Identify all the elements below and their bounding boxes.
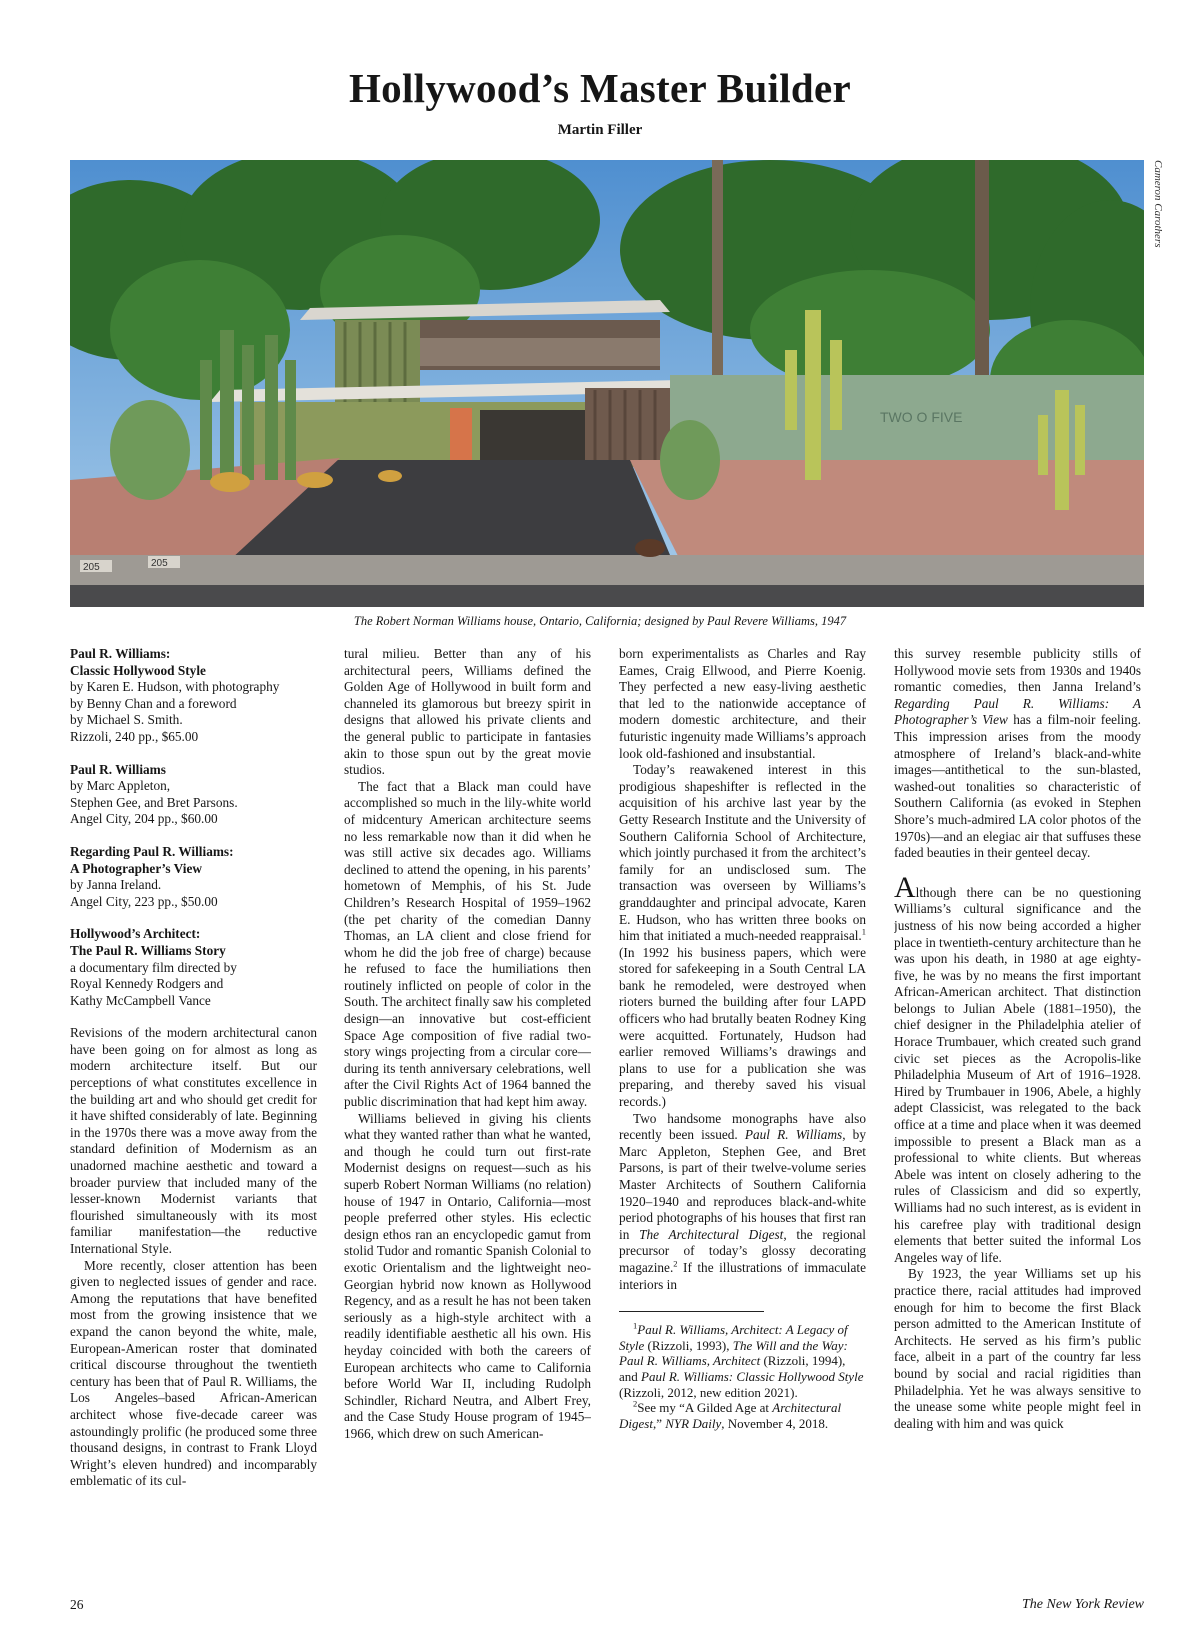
footnote-number: 1 <box>633 1320 638 1331</box>
author-byline: Martin Filler <box>557 122 643 138</box>
book-title-line: Regarding Paul R. Williams: <box>70 843 234 859</box>
film-listing <box>70 926 317 1009</box>
body-paragraph: born experimentalists as Charles and Ray Eames, Craig Ellwood, and Pierre Koenig. They perfected a new easy-living aesthetic that led to the nationwide acceptance of modern domestic architecture, and their futuristic ingenuity made Williams’s approach look old-fashioned and insubstantial. <box>619 646 866 761</box>
text-column-4 <box>894 646 1141 1536</box>
text-run: (In 1992 his business papers, which were stored for safekeeping in a South Central LA bank he remodeled, were destroyed when rioters burned the building after four LAPD officers who had brutally beaten Rodney King were acquitted. Fortunately, Hudson had earlier removed Williams’s drawings and plans to use for a publication she was preparing, and thereby saved his visual records.) <box>619 944 866 1110</box>
text-run: , by Marc Appleton, Stephen Gee, and Bret Parsons, is part of their twelve-volume series Master Architects of Southern California 1920–1940 and reproduces black-and-white period photographs of his houses that first ran in <box>619 1127 866 1242</box>
text-column-2 <box>344 646 591 1536</box>
book-title-line: Paul R. Williams <box>70 761 166 777</box>
book-detail-line: Angel City, 204 pp., $60.00 <box>70 811 218 827</box>
book-listing <box>70 762 317 828</box>
curb-number-left: 205 <box>83 562 100 573</box>
text-run: If the illustrations of immaculate interiors in <box>619 1259 866 1292</box>
book-title-line: Classic Hollywood Style <box>70 662 206 678</box>
publication-name: The New York Review <box>1022 1597 1144 1612</box>
book-title-line: A Photographer’s View <box>70 860 202 876</box>
page-number: 26 <box>70 1597 84 1612</box>
book-detail-line: by Benny Chan and a foreword <box>70 695 237 711</box>
text-run: (Rizzoli, 1993), <box>644 1337 733 1353</box>
body-paragraph: By 1923, the year Williams set up his practice there, racial attitudes had improved enough for him to become the first Black person admitted to the American Institute of Architects. He served as his firm’s public face, albeit in a part of the country far less bound by social and racial rigidities than Philadelphia. Yet he was always sensitive to the unease some white people might feel in dealing with him and was quick <box>894 1266 1141 1431</box>
house-number-sign: TWO O FIVE <box>880 409 963 425</box>
body-paragraph <box>619 762 866 1110</box>
text-run: ,” <box>652 1415 666 1431</box>
text-run: Two handsome monographs have also recently been issued. <box>619 1110 866 1143</box>
text-run: NYR Daily <box>665 1415 722 1431</box>
text-run: (Rizzoli, 2012, new edition 2021). <box>619 1384 798 1400</box>
book-detail-line: by Karen E. Hudson, with photography <box>70 679 280 695</box>
book-detail-line: Rizzoli, 240 pp., $65.00 <box>70 728 199 744</box>
book-detail-line: Stephen Gee, and Bret Parsons. <box>70 794 238 810</box>
footnote <box>619 1400 866 1431</box>
text-run: Paul R. Williams: Classic Hollywood Style <box>641 1368 864 1384</box>
text-run: See my “A Gilded Age at <box>637 1400 773 1416</box>
body-paragraph <box>894 646 1141 862</box>
text-column-1 <box>70 646 317 1536</box>
text-run: Architectural Digest <box>619 1400 842 1431</box>
text-run: this survey resemble publicity stills of Hollywood movie sets from 1930s and 1940s romantic comedies, then Janna Ireland’s <box>894 646 1141 695</box>
photo-caption: The Robert Norman Williams house, Ontario, California; designed by Paul Revere Williams, 1947 <box>353 614 847 628</box>
footnote-ref: 1 <box>861 926 866 937</box>
body-paragraph: tural milieu. Better than any of his architectural peers, Williams defined the Golden Age of Hollywood in built form and channeled its glamorous but breezy spirit in designs that allowed his private clients and the general public to participate in fantasies akin to those spun out by the great movie studios. <box>344 646 591 778</box>
book-detail-line: by Marc Appleton, <box>70 778 171 794</box>
footnote-divider <box>619 1311 764 1312</box>
book-title: Regarding Paul R. Williams: A Photographer’s View <box>894 695 1141 728</box>
text-run: Today’s reawakened interest in this prodigious shapeshifter is reflected in the acquisition of his archive last year by the Getty Research Institute and the University of Southern California School of Architecture, which jointly purchased it from the architect’s family for an undisclosed sum. The transaction was overseen by Williams’s granddaughter and principal advocate, Karen E. Hudson, who has written three books on him that initiated a much-needed reappraisal. <box>619 762 866 944</box>
text-run: , the regional precursor of today’s glossy decorating magazine. <box>619 1226 866 1275</box>
body-paragraph: Williams believed in giving his clients what they wanted rather than what he wanted, and though he could turn out first-rate Modernist designs on request—such as his superb Robert Norman Williams (no relation) house of 1947 in Ontario, California—most people preferred other styles. His eclectic design ethos ran an encyclopedic gamut from stolid Tudor and romantic Spanish Colonial to exotic Orientalism and the lightweight neo-Georgian hybrid now known as Hollywood Regency, and as a result he has not been taken seriously as a high-style architect with a readily identifiable aesthetic all his own. His heyday coincided with both the careers of European architects who came to California before World War II, including Rudolph Schindler, Richard Neutra, and Albert Frey, and the Case Study House program of 1945–1966, which drew on such American- <box>344 1110 591 1441</box>
book-listing <box>70 844 317 910</box>
text-column-3 <box>619 646 866 1536</box>
house-photo <box>70 160 1144 607</box>
book-title-line: The Paul R. Williams Story <box>70 942 226 958</box>
book-title: Paul R. Williams <box>744 1127 843 1143</box>
magazine-title: The Architectural Digest <box>639 1226 784 1242</box>
book-detail-line: Angel City, 223 pp., $50.00 <box>70 893 218 909</box>
book-title-line: Hollywood’s Architect: <box>70 926 201 942</box>
curb-number-right: 205 <box>151 558 168 569</box>
body-paragraph: Revisions of the modern architectural canon have been going on for almost as long as modern architecture itself. But our perceptions of what constitutes excellence in the building art and who should get credit for it have shifted considerably of late. Beginning in the 1970s there was a move away from the standard definition of Modernism as an unadorned machine aesthetic and toward a broader purview that included many of the lesser-known Modernist variants that flourished simultaneously with its most familiar manifestation—the reductive International Style. <box>70 1025 317 1256</box>
book-detail-line: by Janna Ireland. <box>70 877 162 893</box>
footnote <box>619 1322 866 1400</box>
book-detail-line: by Michael S. Smith. <box>70 712 183 728</box>
text-run: (Rizzoli, 1994), and <box>619 1353 846 1384</box>
body-paragraph <box>619 1111 866 1294</box>
book-title-line: Paul R. Williams: <box>70 646 171 661</box>
body-paragraph: More recently, closer attention has been given to neglected issues of gender and race. Among the reputations that have benefited most from the growing insistence that we expand the canon beyond the white, male, European-American roster that dominated critical discourse throughout the twentieth century has been that of Paul R. Williams, the Los Angeles–based African-American architect whose five-decade career was astoundingly prolific (he produced some three thousand designs, in contrast to Frank Lloyd Wright’s eleven hundred) and incomparably emblematic of its cul- <box>70 1257 317 1489</box>
footnote-ref: 2 <box>673 1258 678 1269</box>
book-listing <box>70 646 317 746</box>
text-run: lthough there can be no questioning Williams’s cultural significance and the justness of his now being accorded a higher place in twentieth-century architecture than he was upon his death, in 1980 at age eighty-five, he was by no means the first important African-American architect. That distinction belongs to Julian Abele (1881–1950), the chief designer in the Philadelphia atelier of Horace Trumbauer, which created such grand civic set pieces as the Acropolis-like Philadelphia Museum of Art of 1916–1928. Hired by Trumbauer in 1906, Abele, a highly adept Classicist, was relegated to the back office at a time and place when it was deemed impossible to present a Black man as a professional to white clients. But whereas Abele was intent on closely adhering to the rules of Classicism and did so expertly, Williams had no such interest, as is evident in his carefree play with traditional design elements that better suited the informal Los Angeles way of life. <box>894 884 1141 1265</box>
text-run: Paul R. Williams, Architect: A Legacy of Style <box>619 1322 848 1353</box>
drop-cap: A <box>894 870 916 904</box>
book-detail-line: Royal Kennedy Rodgers and <box>70 976 224 992</box>
text-run: has a film-noir feeling. This impression arises from the moody atmosphere of Ireland’s black-and-white images—antithetical to the sun-blasted, washed-out tonalities so characteristic of Southern California (as evoked in Stephen Shore’s much-admired LA color photos of the 1970s)—and an elegiac air that suffuses these faded beauties in their genteel decay. <box>894 712 1141 861</box>
body-paragraph: The fact that a Black man could have accomplished so much in the lily-white world of midcentury American architecture seems no less remarkable now than it did when he was still active six decades ago. Williams declined to attend the opening, in his parents’ hometown of Memphis, of his St. Jude Children’s Research Hospital of 1959–1962 (the pet charity of the comedian Danny Thomas, an LA client and close friend for whom he did the job free of charge) because he refused to face the humiliations then routinely inflicted on people of color in the South. The architect finally saw his completed design—an innovative but cost-efficient Space Age composition of five radial two-story wings projecting from a circular core—during its tenth anniversary celebrations, well after the Civil Rights Act of 1964 banned the public discrimination that had kept him away. <box>344 778 591 1110</box>
section-break <box>894 862 1141 878</box>
photo-credit: Cameron Carothers <box>1152 160 1164 248</box>
book-detail-line: a documentary film directed by <box>70 959 237 975</box>
article-title: Hollywood’s Master Builder <box>348 65 852 111</box>
house-photo-illustration <box>70 160 1144 607</box>
text-run: , November 4, 2018. <box>721 1415 829 1431</box>
book-detail-line: Kathy McCampbell Vance <box>70 992 211 1008</box>
footnote-number: 2 <box>633 1398 638 1409</box>
text-run: The Will and the Way: Paul R. Williams, Architect <box>619 1337 848 1369</box>
body-paragraph <box>894 870 1141 1267</box>
